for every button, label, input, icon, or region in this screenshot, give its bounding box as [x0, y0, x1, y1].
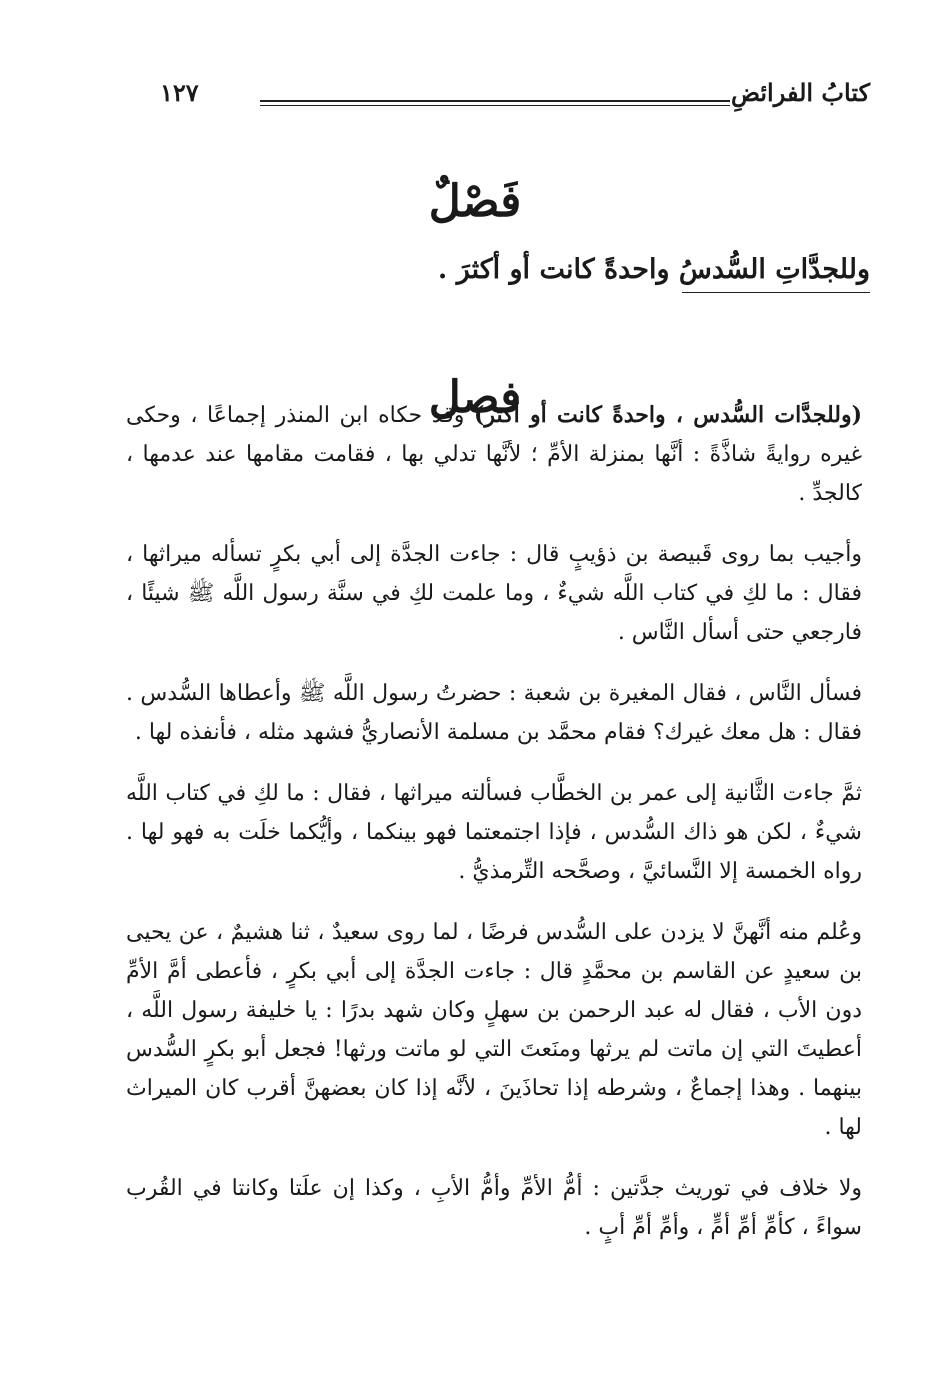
page-number: ١٢٧: [160, 78, 199, 107]
paragraph-2: وأجيب بما روى قَبيصة بن ذؤيبٍ قال : جاءت الجدَّة إلى أبي بكرٍ تسأله ميراثها ، فقال : ما لكِ في كتاب اللَّه شيءٌ ، وما علمت لكِ في سنَّة رسول اللَّه ﷺ شيئًا ، فارجعي حتى أسأل النَّاس .: [126, 542, 862, 645]
matn-block: [80, 170, 870, 292]
matn-heading: فَصْلٌ: [428, 176, 522, 227]
paragraph-1: [126, 396, 862, 513]
sharh-heading: فصل: [428, 371, 522, 423]
book-title: كتابُ الفرائضِ: [730, 78, 870, 107]
matn-text: وللجدَّاتِ السُّدسُ واحدةً كانت أو أكثرَ .: [437, 254, 870, 285]
paragraph-6: ولا خلاف في توريث جدَّتين : أمُّ الأمِّ وأمُّ الأبِ ، وكذا إن علَتا وكانتا في القُرب سواءً ، كأمِّ أمِّ أمٍّ ، وأمِّ أمِّ أبٍ .: [126, 1176, 862, 1240]
commentary-body: [126, 396, 862, 1269]
paragraph-text: وقد حكاه ابن المنذر إجماعًا ، وحكى غيره روايةً شاذَّةً : أنَّها بمنزلة الأمِّ ؛ لأنَّها تدلي بها ، فقامت مقامها عند عدمها ، كالجدِّ .: [126, 403, 862, 506]
running-head: [160, 78, 870, 118]
paragraph-4: ثمَّ جاءت الثَّانية إلى عمر بن الخطَّاب فسألته ميراثها ، فقال : ما لكِ في كتاب اللَّه شيءٌ ، لكن هو ذاك السُّدس ، فإذا اجتمعتما فهو بينكما ، وأيُّكما خلَت به فهو لها . رواه الخمسة إلا النَّسائيَّ ، وصحَّحه التِّرمذيُّ .: [126, 781, 862, 884]
paragraph-5: وعُلم منه أنَّهنَّ لا يزدن على السُّدس فرضًا ، لما روى سعيدٌ ، ثنا هشيمٌ ، عن يحيى بن سعيدٍ عن القاسم بن محمَّدٍ قال : جاءت الجدَّة إلى أبي بكرٍ ، فأعطى أمَّ الأمِّ دون الأب ، فقال له عبد الرحمن بن سهلٍ وكان شهد بدرًا : يا خليفة رسول اللَّه ، أعطيتَ التي إن ماتت لم يرثها ومنَعتَ التي لو ماتت ورثها! فجعل أبو بكرٍ السُّدس بينهما . وهذا إجماعٌ ، وشرطه إذا تحاذَينَ ، لأنَّه إذا كان بعضهنَّ أقرب كان الميراث لها .: [126, 920, 862, 1140]
matn-underline-rule: [682, 292, 870, 293]
paragraph-3: فسأل النَّاس ، فقال المغيرة بن شعبة : حضرتُ رسول اللَّه ﷺ وأعطاها السُّدس . فقال : هل معك غيرك؟ فقام محمَّد بن مسلمة الأنصاريُّ فشهد مثله ، فأنفذه لها .: [126, 681, 862, 745]
paragraph-lead: (وللجدَّات السُّدس ، واحدةً كانت أو أكثر): [474, 402, 862, 428]
header-rule: [260, 100, 730, 102]
